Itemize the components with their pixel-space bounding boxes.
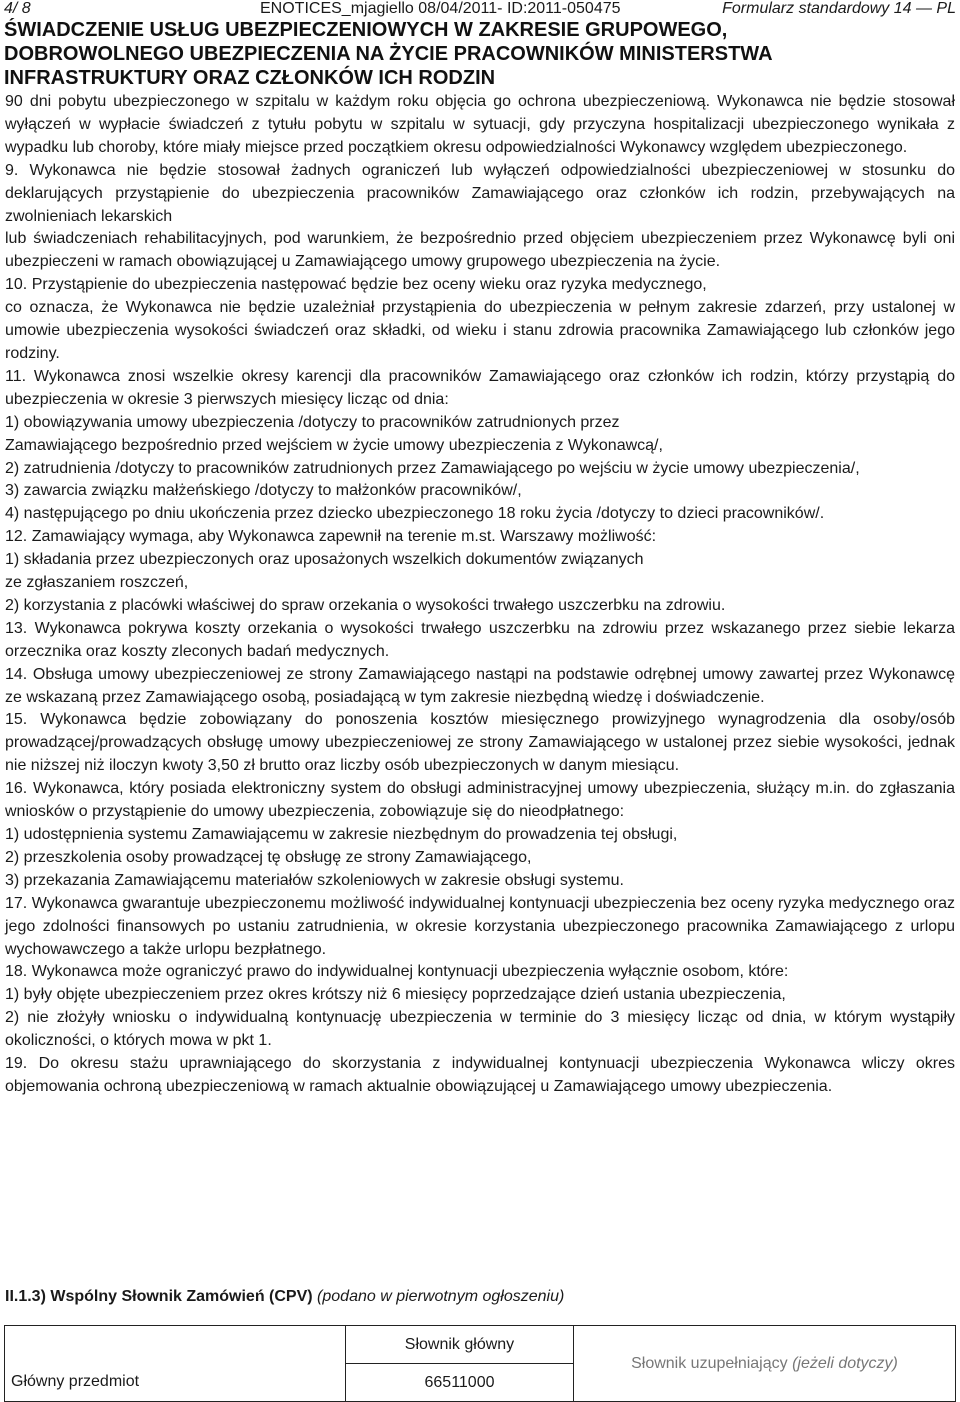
row-label: Główny przedmiot [5, 1326, 346, 1402]
paragraph: 13. Wykonawca pokrywa koszty orzekania o wysokości trwałego uszczerbku na zdrowiu przez wskazanego przez siebie lekarza orzecznika oraz koszty zleconych badań medycznych. [5, 619, 955, 660]
paragraph: Zamawiającego bezpośrednio przed wejściem w życie umowy ubezpieczenia z Wykonawcą/, [5, 436, 663, 454]
paragraph: 2) nie złożyły wniosku o indywidualną kontynuację ubezpieczenia w terminie do 3 miesięcy licząc od dnia, w którym wystąpiły okoliczności, o których mowa w pkt 1. [5, 1009, 955, 1050]
paragraph: 10. Przystąpienie do ubezpieczenia następować będzie bez oceny wieku oraz ryzyka medycznego, [5, 276, 707, 294]
column-header-main: Słownik główny [346, 1326, 574, 1364]
section-title: II.1.3) Wspólny Słownik Zamówień (CPV) [5, 1288, 313, 1305]
paragraph: lub świadczeniach rehabilitacyjnych, pod warunkiem, że bezpośrednio przed objęciem ubezpieczeniem przez Wykonawcę byli oni ubezpieczeni w ramach obowiązującej u Zamawiającego umowy grupowego ubezpieczenia na życie. [5, 230, 955, 271]
supplementary-label: Słownik uzupełniający [631, 1354, 788, 1372]
paragraph: 3) przekazania Zamawiającemu materiałów szkoleniowych w zakresie obsługi systemu. [5, 871, 624, 889]
paragraph: 2) przeszkolenia osoby prowadzącej tę obsługę ze strony Zamawiającego, [5, 848, 532, 866]
supplementary-note: (jeżeli dotyczy) [792, 1354, 898, 1372]
title-line: INFRASTRUKTURY ORAZ CZŁONKÓW ICH RODZIN [4, 67, 496, 89]
paragraph: ze zgłaszaniem roszczeń, [5, 574, 189, 592]
table-row [5, 1326, 956, 1364]
form-name: Formularz standardowy 14 — PL [722, 0, 956, 17]
document-body [5, 91, 955, 1099]
page-header [4, 0, 956, 18]
cpv-table [4, 1325, 956, 1402]
paragraph: 17. Wykonawca gwarantuje ubezpieczonemu możliwość indywidualnej kontynuacji ubezpieczenia bez oceny ryzyka medycznego oraz jego zdolności finansowych po ustaniu zatrudnienia, w okresie korzystania ubezpieczonego pracownika Zamawiającego z urlopu wychowawczego a także urlopu bezpłatnego. [5, 894, 955, 958]
paragraph: 3) zawarcia związku małżeńskiego /dotyczy to małżonków pracowników/, [5, 482, 522, 500]
paragraph: 14. Obsługa umowy ubezpieczeniowej ze strony Zamawiającego nastąpi na podstawie odrębnej umowy zawartej przez Wykonawcę ze wskazaną przez Zamawiającego osobą, posiadającą w tym zakresie niezbędną wiedzę i doświadczenie. [5, 665, 955, 706]
paragraph: 11. Wykonawca znosi wszelkie okresy karencji dla pracowników Zamawiającego oraz członków ich rodzin, którzy przystąpią do ubezpieczenia w okresie 3 pierwszych miesięcy licząc od dnia: [5, 367, 955, 408]
page-number: 4/ 8 [4, 0, 31, 17]
title-line: DOBROWOLNEGO UBEZPIECZENIA NA ŻYCIE PRACOWNIKÓW MINISTERSTWA [4, 43, 773, 65]
main-cpv-code: 66511000 [346, 1364, 574, 1402]
paragraph: 1) składania przez ubezpieczonych oraz uposażonych wszelkich dokumentów związanych [5, 551, 644, 569]
paragraph: 2) zatrudnienia /dotyczy to pracowników zatrudnionych przez Zamawiającego po wejściu w życie umowy ubezpieczenia/, [5, 459, 860, 477]
paragraph: 18. Wykonawca może ograniczyć prawo do indywidualnej kontynuacji ubezpieczenia wyłącznie osobom, które: [5, 963, 789, 981]
section-note: (podano w pierwotnym ogłoszeniu) [317, 1288, 565, 1305]
paragraph: co oznacza, że Wykonawca nie będzie uzależniał przystąpienia do ubezpieczenia w pełnym zakresie zdarzeń, przy ustalonej w umowie ubezpieczenia wysokości świadczeń oraz składki, od wieku i stanu zdrowia pracownika Zamawiającego lub członków jego rodziny. [5, 299, 955, 362]
notice-id: ENOTICES_mjagiello 08/04/2011- ID:2011-050475 [260, 0, 621, 17]
paragraph: 90 dni pobytu ubezpieczonego w szpitalu w każdym roku objęcia go ochrona ubezpieczeniową. Wykonawca nie będzie stosował wyłączeń w wypłacie świadczeń z tytułu pobytu w szpitalu w sytuacji, gdy przyczyna hospitalizacji ubezpieczonego wynikała z wypadku lub choroby, które miały miejsce przed początkiem okresu odpowiedzialności Wykonawcy względem ubezpieczonego. [5, 93, 955, 156]
paragraph: 4) następującego po dniu ukończenia przez dziecko ubezpieczonego 18 roku życia /dotyczy to dzieci pracowników/. [5, 505, 825, 523]
section-heading [5, 1287, 564, 1307]
paragraph: 2) korzystania z placówki właściwej do spraw orzekania o wysokości trwałego uszczerbku na zdrowiu. [5, 596, 726, 614]
paragraph: 12. Zamawiający wymaga, aby Wykonawca zapewnił na terenie m.st. Warszawy możliwość: [5, 528, 657, 546]
paragraph: 1) obowiązywania umowy ubezpieczenia /dotyczy to pracowników zatrudnionych przez [5, 413, 620, 431]
paragraph: 16. Wykonawca, który posiada elektroniczny system do obsługi administracyjnej umowy ubezpieczenia, służący m.in. do zgłaszania wniosków o przystąpienie do umowy ubezpieczenia, zobowiązuje się do nieodpłatnego: [5, 780, 955, 821]
document-title [4, 18, 954, 90]
paragraph: 1) udostępnienia systemu Zamawiającemu w zakresie niezbędnym do prowadzenia tej obsługi, [5, 826, 678, 843]
paragraph: 19. Do okresu stażu uprawniającego do skorzystania z indywidualnej kontynuacji ubezpieczenia Wykonawca wliczy okres objemowania ochroną ubezpieczeniową w ramach aktualnie obowiązującej u Zamawiającego umowy ubezpieczenia. [5, 1055, 955, 1095]
paragraph: 9. Wykonawca nie będzie stosował żadnych ograniczeń lub wyłączeń odpowiedzialności ubezpieczeniowej w stosunku do deklarujących przystąpienie do ubezpieczenia pracowników Zamawiającego oraz członków ich rodzin, przebywających na zwolnieniach lekarskich [5, 161, 955, 225]
paragraph: 1) były objęte ubezpieczeniem przez okres krótszy niż 6 miesięcy poprzedzające dzień ustania ubezpieczenia, [5, 986, 786, 1004]
paragraph: 15. Wykonawca będzie zobowiązany do ponoszenia kosztów miesięcznego prowizyjnego wynagrodzenia dla osoby/osób prowadzącej/prowadzących obsługę umowy ubezpieczeniowej ze strony Zamawiającego w ustalonej przez siebie wysokości, jednak nie niższej niż iloczyn kwoty 3,50 zł brutto oraz liczby osób ubezpieczonych w danym miesiącu. [5, 711, 955, 775]
title-line: ŚWIADCZENIE USŁUG UBEZPIECZENIOWYCH W ZAKRESIE GRUPOWEGO, [4, 19, 728, 41]
column-header-supplementary [574, 1326, 956, 1402]
